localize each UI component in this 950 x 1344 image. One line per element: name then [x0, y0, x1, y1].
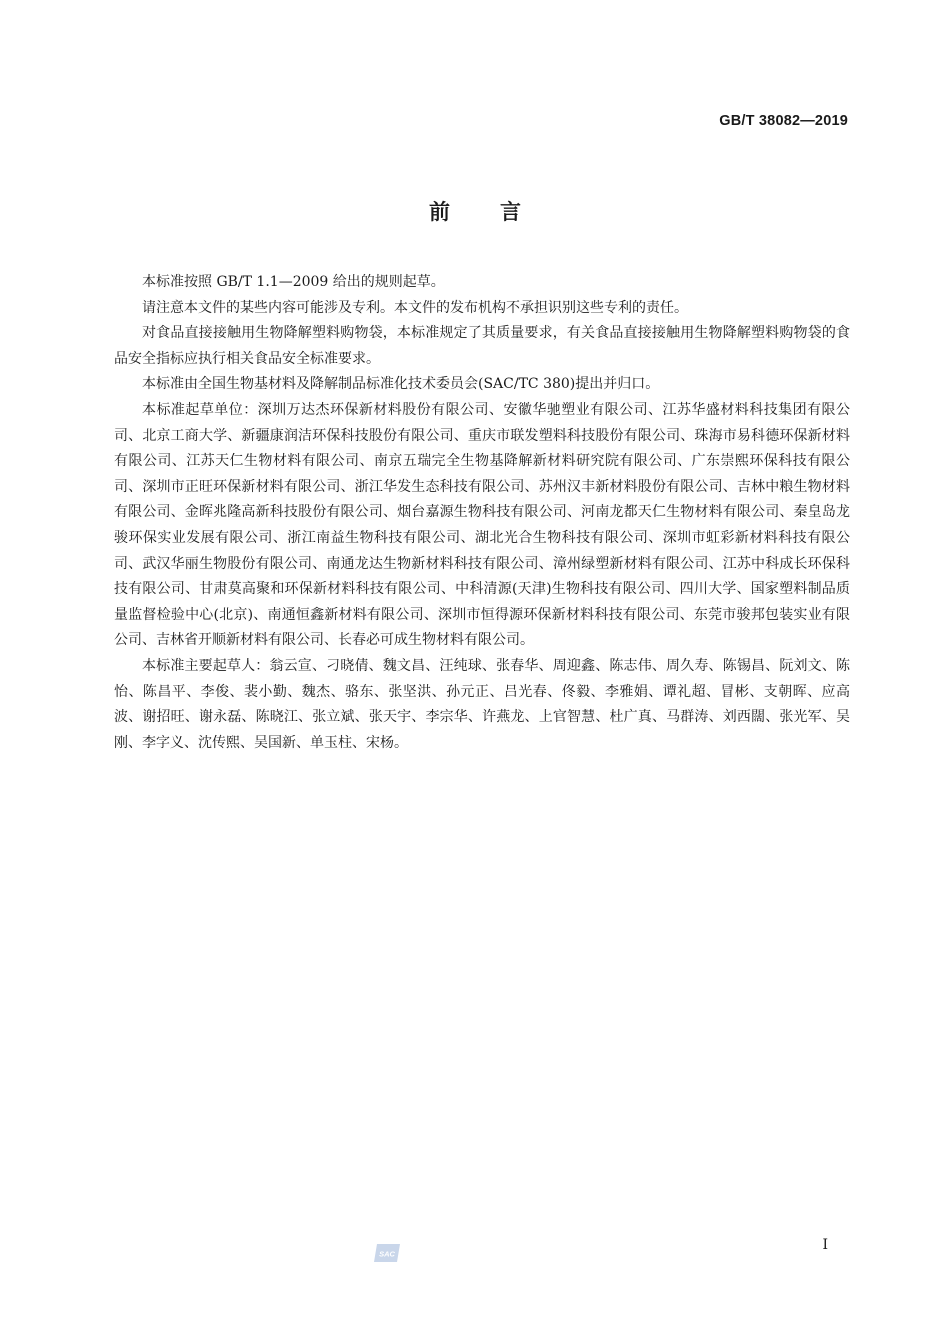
page-number: I	[822, 1237, 828, 1253]
standard-code: GB/T 38082—2019	[719, 113, 848, 129]
page-title	[0, 196, 950, 226]
paragraph-drafting-rules: 本标准按照 GB/T 1.1—2009 给出的规则起草。	[142, 274, 445, 290]
title-char-1: 前	[429, 200, 450, 224]
paragraph-drafting-units: 本标准起草单位：深圳万达杰环保新材料股份有限公司、安徽华驰塑业有限公司、江苏华盛材料科技集团有限公司、北京工商大学、新疆康润洁环保科技股份有限公司、重庆市联发塑料科技股份有限公司、珠海市易科德环保新材料有限公司、江苏天仁生物材料有限公司、南京五瑞完全生物基降解新材料研究院有限公司、广东崇熙环保科技有限公司、深圳市正旺环保新材料有限公司、浙江华发生态科技有限公司、苏州汉丰新材料股份有限公司、吉林中粮生物材料有限公司、金晖兆隆高新科技股份有限公司、烟台嘉源生物科技有限公司、河南龙都天仁生物材料有限公司、秦皇岛龙骏环保实业发展有限公司、浙江南益生物科技有限公司、湖北光合生物科技有限公司、深圳市虹彩新材料科技有限公司、武汉华丽生物股份有限公司、南通龙达生物新材料科技有限公司、漳州绿塑新材料有限公司、江苏中科成长环保科技有限公司、甘肃莫高聚和环保新材料科技有限公司、中科清源(天津)生物科技有限公司、四川大学、国家塑料制品质量监督检验中心(北京)、南通恒鑫新材料有限公司、深圳市恒得源环保新材料科技有限公司、东莞市骏邦包装实业有限公司、吉林省开顺新材料有限公司、长春必可成生物材料有限公司。	[114, 401, 850, 649]
foreword-body	[114, 270, 850, 756]
title-char-2: 言	[500, 200, 521, 224]
paragraph-scope: 对食品直接接触用生物降解塑料购物袋，本标准规定了其质量要求，有关食品直接接触用生物降解塑料购物袋的食品安全指标应执行相关食品安全标准要求。	[114, 325, 850, 367]
paragraph-patent-notice: 请注意本文件的某些内容可能涉及专利。本文件的发布机构不承担识别这些专利的责任。	[142, 299, 688, 316]
paragraph-drafters: 本标准主要起草人：翁云宣、刁晓倩、魏文昌、汪纯球、张春华、周迎鑫、陈志伟、周久寿、陈锡昌、阮刘文、陈怡、陈昌平、李俊、裴小勤、魏杰、骆东、张坚洪、孙元正、吕光春、佟毅、李雅娟、谭礼超、冒彬、支朝晖、应高波、谢招旺、谢永磊、陈晓江、张立斌、张天宇、李宗华、许燕龙、上官智慧、杜广真、马群涛、刘西闊、张光军、吴刚、李字义、沈传熙、吴国新、单玉柱、宋杨。	[114, 657, 850, 751]
paragraph-proposer: 本标准由全国生物基材料及降解制品标准化技术委员会(SAC/TC 380)提出并归口。	[142, 376, 660, 393]
sac-logo-text: SAC	[379, 1249, 395, 1259]
sac-logo-icon	[373, 1243, 401, 1263]
